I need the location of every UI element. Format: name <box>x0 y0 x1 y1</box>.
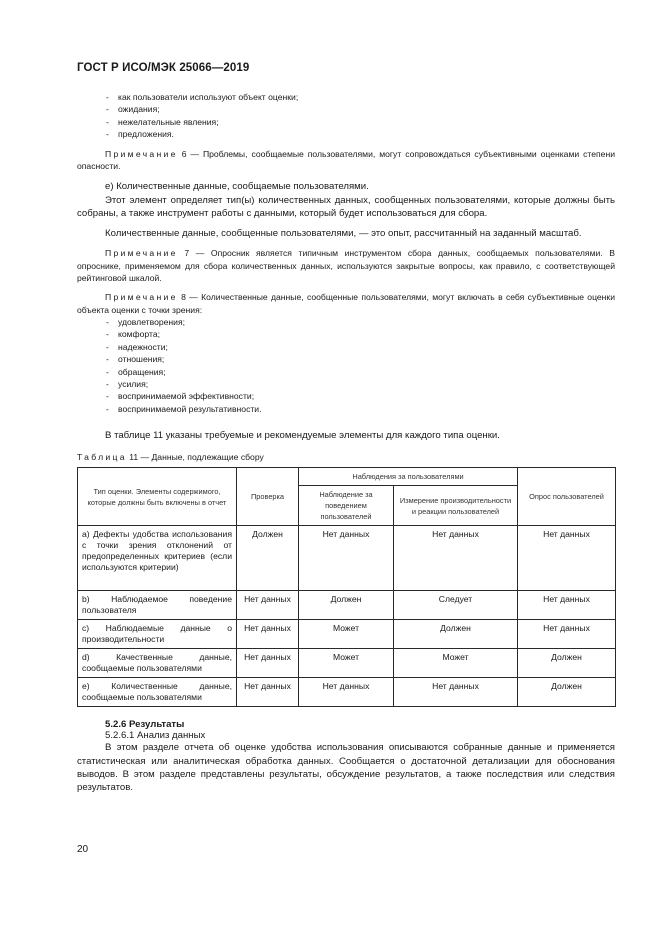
cell-measure: Должен <box>394 620 518 649</box>
paragraph-e: е) Количественные данные, сообщаемые пользователями. <box>105 181 369 193</box>
header-survey: Опрос пользователей <box>518 468 616 526</box>
list-item: - как пользователи используют объект оценки; <box>77 91 615 103</box>
table-header-row <box>78 468 616 486</box>
note-6: Примечание 6 — Проблемы, сообщаемые пользователями, могут сопровождаться субъективными оценками степени опасности. <box>77 148 616 171</box>
cell-behavior: Нет данных <box>299 678 394 707</box>
table-row <box>78 620 616 649</box>
section-title: 5.2.6 Результаты <box>105 719 185 731</box>
cell-behavior: Может <box>299 620 394 649</box>
list-item: - предложения. <box>77 128 615 140</box>
cell-measure: Нет данных <box>394 526 518 591</box>
paragraph-table-intro: В таблице 11 указаны требуемые и рекомендуемые элементы для каждого типа оценки. <box>105 430 500 442</box>
cell-survey: Нет данных <box>518 526 616 591</box>
cell-survey: Нет данных <box>518 591 616 620</box>
header-user-observation: Наблюдения за пользователями <box>299 468 518 486</box>
cell-measure: Следует <box>394 591 518 620</box>
cell-check: Должен <box>237 526 299 591</box>
cell-measure: Нет данных <box>394 678 518 707</box>
list-item: - усилия; <box>77 378 615 390</box>
cell-survey: Нет данных <box>518 620 616 649</box>
paragraph-results: В этом разделе отчета об оценке удобства использования описываются собранные данные и применяется статистическая или аналитическая обработка данных. Сообщается о достаточной детализации для обоснования выводов. В этом разделе представлены результаты, обсуждение результатов, а также последствия или следствия результатов. <box>77 742 615 794</box>
cell-behavior: Нет данных <box>299 526 394 591</box>
list-item: - нежелательные явления; <box>77 116 615 128</box>
cell-measure: Может <box>394 649 518 678</box>
cell-survey: Должен <box>518 649 616 678</box>
list-item: - воспринимаемой эффективности; <box>77 390 615 402</box>
list-subjective-assessments <box>77 316 615 415</box>
paragraph-quantitative: Количественные данные, сообщенные пользователями, — это опыт, рассчитанный на заданный масштаб. <box>105 228 582 240</box>
header-evaluation-type: Тип оценки. Элементы содержимого, которые должны быть включены в отчет <box>78 468 237 526</box>
data-collection-table <box>77 467 616 707</box>
note-8: Примечание 8 — Количественные данные, сообщенные пользователями, могут включать в себя субъективные оценки объекта оценки с точки зрения: <box>77 292 615 315</box>
list-report-items <box>77 91 615 141</box>
table-row <box>78 678 616 707</box>
page-number: 20 <box>77 844 89 855</box>
list-item: - воспринимаемой результативности. <box>77 403 615 415</box>
cell-check: Нет данных <box>237 678 299 707</box>
document-header: ГОСТ Р ИСО/МЭК 25066—2019 <box>77 62 250 74</box>
list-item: - надежности; <box>77 341 615 353</box>
list-item: - удовлетворения; <box>77 316 615 328</box>
paragraph-element: Этот элемент определяет тип(ы) количественных данных, сообщенных пользователями, которые должны быть собраны, а также инструмент работы с данными, который будет использоваться для сбора. <box>77 194 615 219</box>
table-row <box>78 526 616 591</box>
list-item: - ожидания; <box>77 103 615 115</box>
row-label: d) Качественные данные, сообщаемые пользователями <box>78 649 237 678</box>
cell-behavior: Должен <box>299 591 394 620</box>
cell-check: Нет данных <box>237 591 299 620</box>
subsection-title: 5.2.6.1 Анализ данных <box>105 730 206 742</box>
cell-survey: Должен <box>518 678 616 707</box>
document-body <box>77 91 615 795</box>
row-label: с) Наблюдаемые данные о производительности <box>78 620 237 649</box>
header-measure: Измерение производительности и реакции пользователей <box>394 486 518 526</box>
cell-check: Нет данных <box>237 620 299 649</box>
header-behavior: Наблюдение за поведением пользователей <box>299 486 394 526</box>
table-caption: Таблица 11 — Данные, подлежащие сбору <box>77 452 264 463</box>
row-label: а) Дефекты удобства использования с точки зрения отклонений от предопределенных критериев (если используются критерии) <box>78 526 237 591</box>
list-item: - отношения; <box>77 353 615 365</box>
note-7: Примечание 7 — Опросник является типичным инструментом сбора данных, сообщаемых пользователями. В опроснике, применяемом для сбора количественных данных, используются закрытые вопросы, как правило, с соответствующей рейтинговой шкалой. <box>77 248 616 283</box>
table-row <box>78 591 616 620</box>
list-item: - комфорта; <box>77 328 615 340</box>
cell-behavior: Может <box>299 649 394 678</box>
cell-check: Нет данных <box>237 649 299 678</box>
header-check: Проверка <box>237 468 299 526</box>
row-label: е) Количественные данные, сообщаемые пользователями <box>78 678 237 707</box>
list-item: - обращения; <box>77 366 615 378</box>
table-row <box>78 649 616 678</box>
row-label: b) Наблюдаемое поведение пользователя <box>78 591 237 620</box>
